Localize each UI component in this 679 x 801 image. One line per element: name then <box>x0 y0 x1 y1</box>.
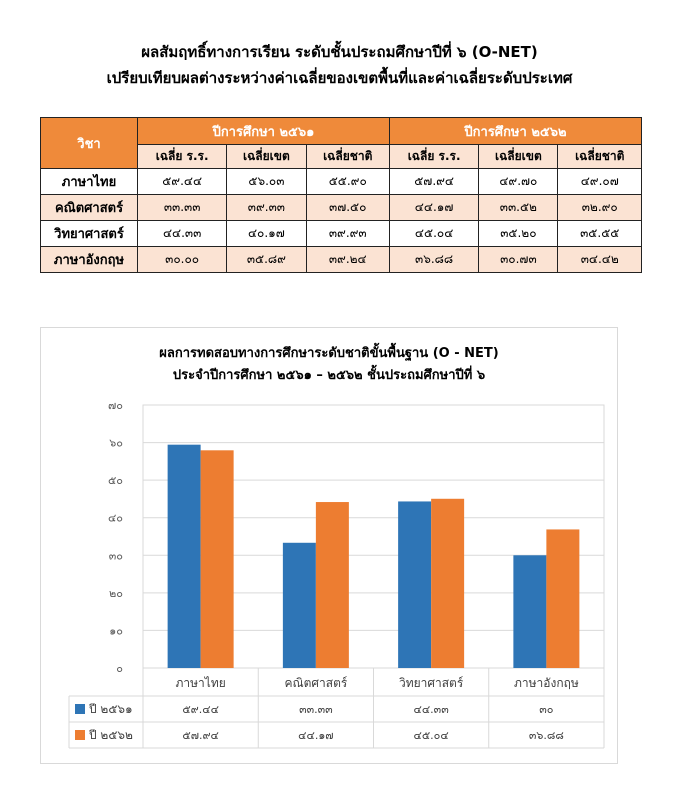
value-cell: ๓๖.๘๘ <box>389 247 478 273</box>
legend-key <box>75 704 85 714</box>
value-cell: ๔๙.๐๗ <box>558 169 642 195</box>
value-cell: ๓๕.๒๐ <box>479 221 558 247</box>
legend-key <box>75 730 85 740</box>
legend-label: ปี ๒๕๖๒ <box>89 728 133 742</box>
bar <box>546 529 579 668</box>
bar <box>431 499 464 668</box>
y-tick-label: ๔๐ <box>107 511 123 525</box>
value-cell: ๓๙.๙๓ <box>306 221 389 247</box>
value-cell: ๔๐.๑๗ <box>227 221 306 247</box>
x-tick-label: ภาษาอังกฤษ <box>513 676 579 690</box>
subject-cell: วิทยาศาสตร์ <box>41 221 138 247</box>
chart-title-line2: ประจำปีการศึกษา ๒๕๖๑ – ๒๕๖๒ ชั้นประถมศึกษาปีที่ ๖ <box>172 368 486 383</box>
data-table-value: ๕๙.๔๔ <box>182 703 219 716</box>
data-table-value: ๓๐ <box>539 703 554 716</box>
bar <box>283 543 316 668</box>
y-tick-label: ๗๐ <box>108 399 123 412</box>
value-cell: ๓๓.๓๓ <box>138 195 227 221</box>
y-tick-label: ๑๐ <box>109 624 123 638</box>
sub-header: เฉลี่ยชาติ <box>558 145 642 169</box>
subject-cell: คณิตศาสตร์ <box>41 195 138 221</box>
table-row <box>41 221 642 247</box>
value-cell: ๓๒.๙๐ <box>558 195 642 221</box>
data-table-value: ๔๕.๐๔ <box>413 729 449 742</box>
table-row <box>41 247 642 273</box>
data-table-value: ๓๖.๘๘ <box>528 729 564 742</box>
bar-chart <box>41 328 617 763</box>
subject-cell: ภาษาอังกฤษ <box>41 247 138 273</box>
value-cell: ๓๙.๓๓ <box>227 195 306 221</box>
y-tick-label: ๐ <box>116 662 123 675</box>
value-cell: ๓๙.๒๔ <box>306 247 389 273</box>
table-row <box>41 195 642 221</box>
chart-title-line1: ผลการทดสอบทางการศึกษาระดับชาติขั้นพื้นฐาน (O - NET) <box>159 346 499 361</box>
year-header-2562: ปีการศึกษา ๒๕๖๒ <box>389 118 641 145</box>
value-cell: ๓๗.๕๐ <box>306 195 389 221</box>
subject-header: วิชา <box>41 118 138 169</box>
y-tick-label: ๖๐ <box>109 436 123 450</box>
value-cell: ๕๕.๙๐ <box>306 169 389 195</box>
data-table-value: ๔๔.๓๓ <box>413 703 449 716</box>
bar <box>168 445 201 668</box>
x-tick-label: วิทยาศาสตร์ <box>398 676 464 690</box>
y-tick-label: ๕๐ <box>107 474 123 488</box>
legend-label: ปี ๒๕๖๑ <box>89 702 133 716</box>
bar <box>398 501 431 668</box>
value-cell: ๓๐.๐๐ <box>138 247 227 273</box>
value-cell: ๓๕.๘๙ <box>227 247 306 273</box>
value-cell: ๔๙.๗๐ <box>479 169 558 195</box>
data-table-value: ๕๗.๙๔ <box>182 729 219 742</box>
table-row <box>41 169 642 195</box>
data-table-value: ๔๔.๑๗ <box>298 729 334 742</box>
value-cell: ๕๗.๙๔ <box>389 169 478 195</box>
bar <box>513 555 546 668</box>
value-cell: ๓๐.๗๓ <box>479 247 558 273</box>
value-cell: ๔๔.๓๓ <box>138 221 227 247</box>
x-tick-label: ภาษาไทย <box>175 676 226 690</box>
value-cell: ๔๕.๐๔ <box>389 221 478 247</box>
value-cell: ๕๖.๐๓ <box>227 169 306 195</box>
y-tick-label: ๒๐ <box>109 586 123 600</box>
year-header-2561: ปีการศึกษา ๒๕๖๑ <box>138 118 390 145</box>
data-table-value: ๓๓.๓๓ <box>299 703 333 716</box>
subject-cell: ภาษาไทย <box>41 169 138 195</box>
bar <box>201 450 234 668</box>
sub-header: เฉลี่ยเขต <box>479 145 558 169</box>
chart-panel <box>40 327 618 764</box>
value-cell: ๓๔.๔๒ <box>558 247 642 273</box>
y-tick-label: ๓๐ <box>108 549 123 563</box>
value-cell: ๓๓.๕๒ <box>479 195 558 221</box>
sub-header: เฉลี่ย ร.ร. <box>138 145 227 169</box>
page-title-line2: เปรียบเทียบผลต่างระหว่างค่าเฉลี่ยของเขตพื้นที่และค่าเฉลี่ยระดับประเทศ <box>106 69 573 87</box>
page-title-line1: ผลสัมฤทธิ์ทางการเรียน ระดับชั้นประถมศึกษาปีที่ ๖ (O-NET) <box>141 43 538 61</box>
score-table <box>40 117 642 273</box>
value-cell: ๕๙.๔๔ <box>138 169 227 195</box>
sub-header: เฉลี่ยเขต <box>227 145 306 169</box>
value-cell: ๓๕.๕๕ <box>558 221 642 247</box>
sub-header: เฉลี่ยชาติ <box>306 145 389 169</box>
value-cell: ๔๔.๑๗ <box>389 195 478 221</box>
sub-header: เฉลี่ย ร.ร. <box>389 145 478 169</box>
bar <box>316 502 349 668</box>
x-tick-label: คณิตศาสตร์ <box>284 676 348 690</box>
